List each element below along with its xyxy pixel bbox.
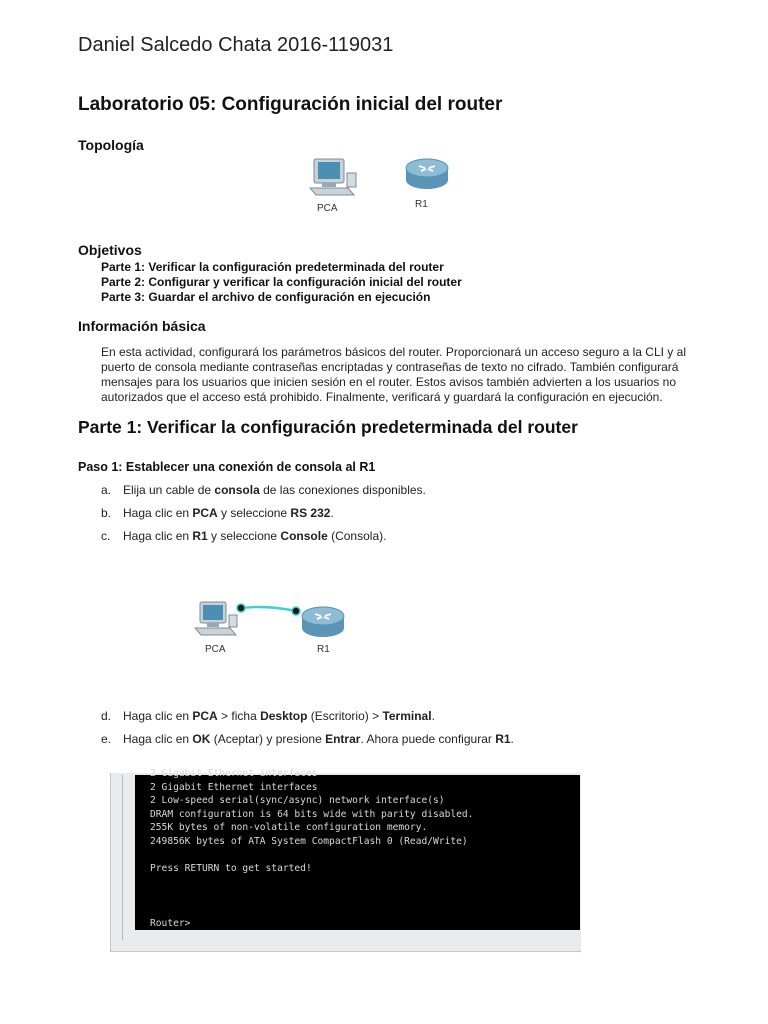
step-e: e. Haga clic en OK (Aceptar) y presione Entrar. Ahora puede configurar R1. xyxy=(101,732,514,746)
background-paragraph xyxy=(101,345,701,405)
step-d: d. Haga clic en PCA > ficha Desktop (Escritorio) > Terminal. xyxy=(101,709,435,723)
terminal-line: Press RETURN to get started! xyxy=(150,863,312,875)
diagram-router-label: R1 xyxy=(317,644,330,655)
terminal-line: DRAM configuration is 64 bits wide with parity disabled. xyxy=(150,808,474,820)
pc-icon xyxy=(195,602,237,635)
router-icon xyxy=(404,156,450,190)
step1-title: Paso 1: Establecer una conexión de consola al R1 xyxy=(78,460,376,474)
cable-endpoint-router xyxy=(292,607,300,615)
background-line: mensajes para los usuarios que inicien sesión en el router. Estos avisos también advierten a los usuarios no xyxy=(101,375,676,389)
part1-heading: Parte 1: Verificar la configuración predeterminada del router xyxy=(78,417,578,437)
terminal-line xyxy=(135,889,580,903)
terminal-line xyxy=(135,903,580,917)
step-b: b. Haga clic en PCA y seleccione RS 232. xyxy=(101,506,334,520)
objective-item: Parte 2: Configurar y verificar la configuración inicial del router xyxy=(101,275,462,289)
diagram-pc-label: PCA xyxy=(205,644,226,655)
background-line: autorizados que el acceso está prohibido. Finalmente, verificará y guardará la configuración en ejecución. xyxy=(101,390,663,404)
pc-icon xyxy=(308,157,360,199)
terminal-line: 2 Gigabit Ethernet interfaces xyxy=(150,781,318,793)
topology-router-label: R1 xyxy=(415,199,428,210)
terminal-prompt: Router> xyxy=(150,917,191,929)
console-cable xyxy=(241,607,296,611)
topology-pc-label: PCA xyxy=(317,203,338,214)
author-header: Daniel Salcedo Chata 2016-119031 xyxy=(78,34,394,56)
background-line: puerto de consola mediante contraseñas encriptadas y contraseñas de texto no cifrado. También configurará xyxy=(101,360,679,374)
terminal-line: 255K bytes of non-volatile configuration memory. xyxy=(150,822,428,834)
terminal-line: 2 Low-speed serial(sync/async) network interface(s) xyxy=(150,795,445,807)
terminal-output[interactable] xyxy=(135,768,580,930)
topology-heading: Topología xyxy=(78,137,144,153)
step-a: a. Elija un cable de consola de las conexiones disponibles. xyxy=(101,483,426,497)
terminal-line: 249856K bytes of ATA System CompactFlash 0 (Read/Write) xyxy=(150,835,468,847)
router-icon xyxy=(302,607,344,637)
terminal-line: 2 Gigabit Ethernet interfaces xyxy=(150,768,318,779)
terminal-line xyxy=(135,849,580,863)
step-c: c. Haga clic en R1 y seleccione Console (Consola). xyxy=(101,529,387,543)
terminal-line xyxy=(135,876,580,890)
document-title: Laboratorio 05: Configuración inicial del router xyxy=(78,94,503,115)
objectives-heading: Objetivos xyxy=(78,242,142,258)
background-line: En esta actividad, configurará los parámetros básicos del router. Proporcionará un acceso seguro a la CLI y al xyxy=(101,345,686,359)
terminal-frame-divider xyxy=(122,775,123,940)
background-heading: Información básica xyxy=(78,318,206,334)
objective-item: Parte 3: Guardar el archivo de configuración en ejecución xyxy=(101,290,431,304)
cable-endpoint-pc xyxy=(237,604,245,612)
objective-item: Parte 1: Verificar la configuración predeterminada del router xyxy=(101,260,444,274)
connection-diagram xyxy=(192,598,350,644)
